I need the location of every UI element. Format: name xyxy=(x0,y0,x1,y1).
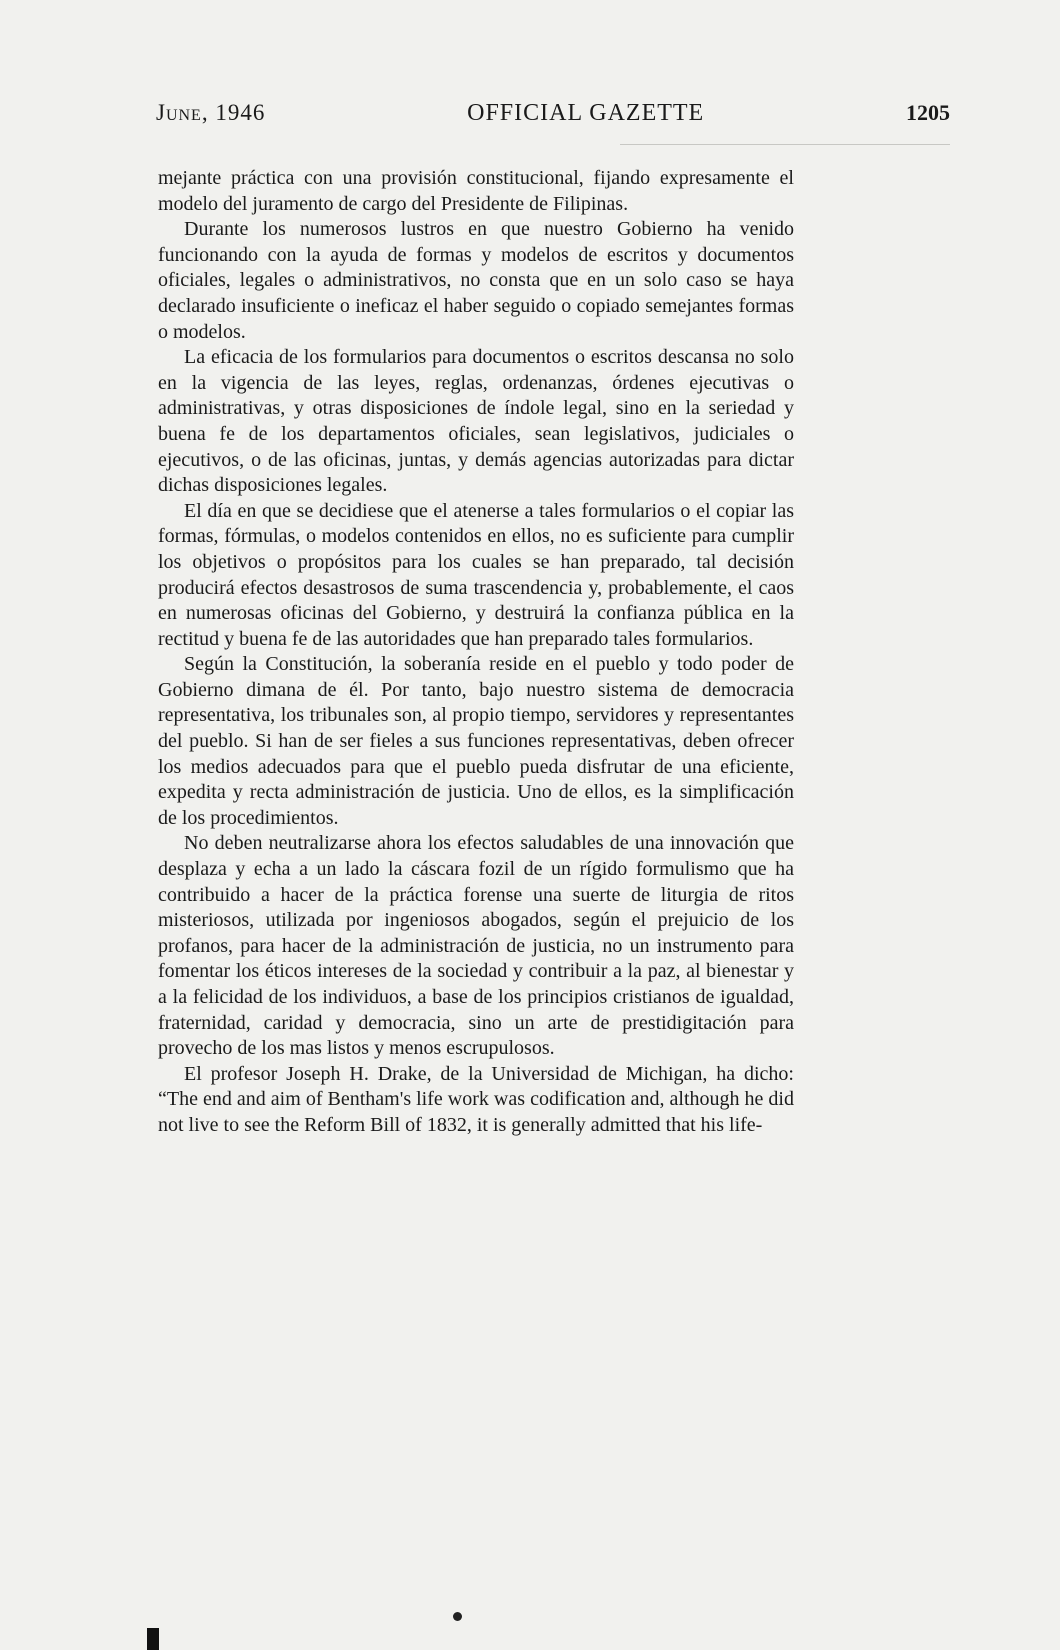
paragraph-drake: El profesor Joseph H. Drake, de la Universidad de Michigan, ha dicho: “The end and aim of Bentham's life work was codification and, although he did not live to see the Reform Bill of 1832, it is generally admitted that his life- xyxy=(158,1062,794,1136)
paragraph-continuation: mejante práctica con una provisión constitucional, fijando expresamente el modelo del juramento de cargo del Presidente de Filipinas. xyxy=(158,167,794,215)
header-rule xyxy=(620,144,950,145)
header-title: OFFICIAL GAZETTE xyxy=(467,100,705,126)
running-header xyxy=(156,100,950,140)
header-date: June, 1946 xyxy=(156,100,266,125)
paragraph-decision: El día en que se decidiese que el atenerse a tales formularios o el copiar las formas, fórmulas, o modelos contenidos en ellos, no es suficiente para cumplir los objetivos o propósitos para los cuales se han preparado, tal decisión producirá efectos desastrosos de suma trascendencia y, probablemente, el caos en numerosas oficinas del Gobierno, y destruirá la confianza pública en la rectitud y buena fe de las autoridades que han preparado tales formularios. xyxy=(158,499,794,650)
scan-corner-mark xyxy=(147,1628,159,1650)
paragraph-innovacion: No deben neutralizarse ahora los efectos saludables de una innovación que desplaza y echa a un lado la cáscara fozil de un rígido formulismo que ha contribuido a hacer de la práctica forense una suerte de liturgia de ritos misteriosos, utilizada por ingeniosos abogados, según el prejuicio de los profanos, para hacer de la administración de justicia, no un instrumento para fomentar los éticos intereses de la sociedad y contribuir a la paz, al bienestar y a la felicidad de los individuos, a base de los principios cristianos de igualdad, fraternidad, caridad y democracia, sino un arte de prestidigitación para provecho de los mas listos y menos escrupulosos. xyxy=(158,832,794,1060)
ink-mark xyxy=(453,1612,462,1621)
page-number: 1205 xyxy=(906,100,950,125)
paragraph-formas-modelos: Durante los numerosos lustros en que nuestro Gobierno ha venido funcionando con la ayuda de formas y modelos de escritos y documentos oficiales, legales o administrativos, no consta que en un solo caso se haya declarado insuficiente o ineficaz el haber seguido o copiado semejantes formas o modelos. xyxy=(158,218,794,343)
paragraph-constitucion: Según la Constitución, la soberanía reside en el pueblo y todo poder de Gobierno dimana de él. Por tanto, bajo nuestro sistema de democracia representativa, los tribunales son, al propio tiempo, servidores y representantes del pueblo. Si han de ser fieles a sus funciones representativas, deben ofrecer los medios adecuados para que el pueblo pueda disfrutar de una eficiente, expedita y recta administración de justicia. Uno de ellos, es la simplificación de los procedimientos. xyxy=(158,653,794,829)
body-text xyxy=(158,166,794,1139)
paragraph-eficacia: La eficacia de los formularios para documentos o escritos descansa no solo en la vigencia de las leyes, reglas, ordenanzas, órdenes ejecutivas o administrativas, y otras disposiciones de índole legal, sino en la seriedad y buena fe de los departamentos oficiales, sean legislativos, judiciales o ejecutivos, o de las oficinas, juntas, y demás agencias autorizadas para dictar dichas disposiciones legales. xyxy=(158,346,794,497)
